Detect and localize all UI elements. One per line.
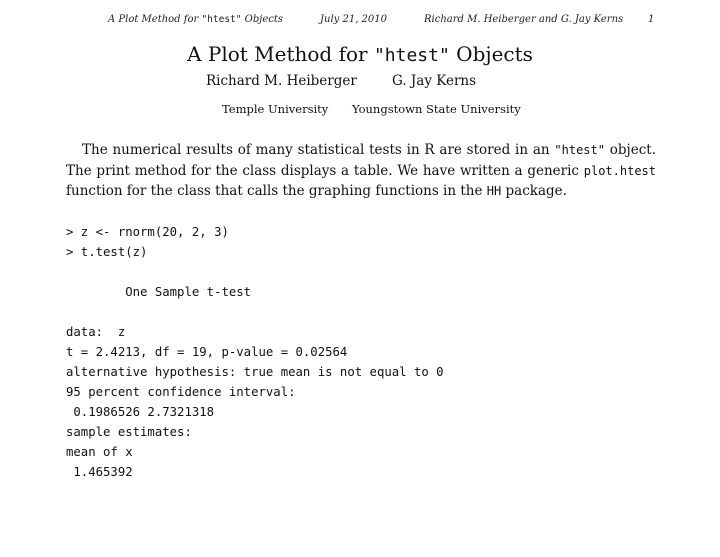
code-line: 95 percent confidence interval: [66,385,296,399]
author-name: Richard M. Heiberger [206,73,357,89]
author-affiliation: Temple University [222,102,329,116]
abstract-text: The numerical results of many statistical tests in R are stored in an [82,142,555,158]
abstract-text: object. The print method for the class displays a table. We have written a generic [66,142,657,179]
abstract [66,140,656,202]
code-line [66,302,666,322]
code-block [66,222,666,482]
abstract-code: plot.htest [583,163,656,178]
abstract-text: function for the class that calls the graphing functions in the [66,183,487,199]
running-header-title-code: "htest" [201,14,242,25]
code-line: t = 2.4213, df = 19, p-value = 0.02564 [66,345,348,359]
paper-title-suffix: Objects [449,42,533,66]
author-name: G. Jay Kerns [392,73,477,89]
code-line: mean of x [66,445,133,459]
abstract-text: package. [501,183,567,199]
code-line: alternative hypothesis: true mean is not equal to 0 [66,365,444,379]
running-header-authors: Richard M. Heiberger and G. Jay Kerns [424,14,624,25]
running-header-title-prefix: A Plot Method for [108,14,202,25]
code-line: 0.1986526 2.7321318 [66,405,215,419]
code-line: One Sample t-test [66,285,252,299]
author-list [0,73,720,93]
code-line: data: z [66,325,126,339]
code-line: sample estimates: [66,425,192,439]
code-line: > z <- rnorm(20, 2, 3) [66,225,229,239]
code-line: > t.test(z) [66,245,148,259]
paper-title-code: "htest" [373,45,450,66]
author-affiliation: Youngstown State University [352,102,521,116]
affiliation-list [0,102,720,118]
running-header [0,14,720,30]
code-line [66,262,666,282]
running-header-title-suffix: Objects [241,14,284,25]
running-header-title [108,14,283,25]
paper-title [0,42,720,66]
page-number: 1 [648,14,655,25]
paper-title-prefix: A Plot Method for [187,42,374,66]
code-line: 1.465392 [66,465,133,479]
abstract-paragraph [66,140,656,202]
running-header-date: July 21, 2010 [320,14,388,25]
abstract-code: "htest" [554,143,605,157]
abstract-code: HH [486,184,502,198]
